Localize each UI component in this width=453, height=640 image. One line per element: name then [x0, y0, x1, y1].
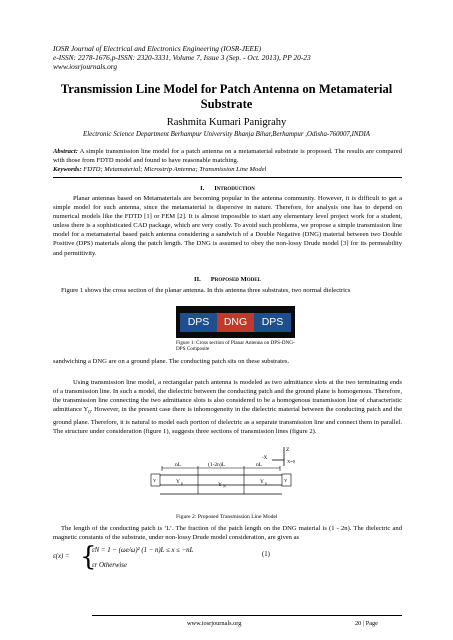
paragraph-text: Planar antennas based on Metamaterials are becoming popular in the antenna community. However, it is difficult to get a simple model for such antenna, since the metamaterial is dispersive in nature. Therefore, for analysis one has to depend on numerical models like the FDTD [1] or FEM [2]. It is almost impossible to start any elementary level project work for a student, unless there is a sophisticated CAD package, which are very costly. To avoid such problems, we propose a simple transmission line model for a metamaterial based patch antenna considering a sandwich of a Double Negative (DNG) material between two Double Positive (DPS) materials along the patch length. The DNG is assumed to obey the non-lossy Drude model [3] for its permeability and permittivity.	[53, 195, 402, 257]
dps-substrate-left: DPS	[180, 313, 217, 332]
page-number: 20 | Page	[355, 620, 378, 627]
admittance-label: Y	[176, 479, 180, 485]
paragraph-text: Figure 1 shows the cross section of the planar antenna. In this antenna three substrates, two normal dielectrics	[61, 287, 351, 294]
author-name: Rashmita Kumari Panigrahy	[166, 117, 287, 128]
segment-label: nL	[175, 462, 182, 468]
abstract-divider	[53, 177, 402, 178]
figure-1-cross-section	[176, 306, 295, 338]
section-heading-introduction	[53, 185, 402, 192]
admittance-label: Y	[218, 482, 222, 488]
slot-label: Y	[153, 478, 157, 483]
model-paragraph-1	[53, 286, 402, 295]
dps-substrate-right: DPS	[254, 313, 291, 332]
paragraph-text: The length of the conducting patch is ‘L’. The fraction of the patch length on the DNG material is (1 - 2n). The dielectric and magnetic constants of the substrate, under non-lossy Drude model consideration, are given as	[53, 525, 402, 542]
journal-name: IOSR Journal of Electrical and Electronics Engineering (IOSR-JEEE)	[53, 44, 262, 53]
dng-substrate: DNG	[217, 313, 254, 332]
admittance-label: Y	[260, 479, 264, 485]
x-axis-label: -X	[262, 456, 268, 461]
author-affiliation: Electronic Science Department Berhampur University Bhanja Bihar,Berhampur ,Odisha-760007,INDIA	[83, 131, 370, 138]
equation-brace: {	[80, 542, 97, 572]
figure-2-transmission-line-diagram	[148, 444, 308, 510]
equation-lhs: ε(x) =	[53, 553, 70, 560]
abstract-text: A simple transmission line model for a patch antenna on a metamaterial substrate is proposed. The results are compared with those from FDTD model and found to have reasonable matching.	[53, 148, 402, 165]
model-paragraph-3: Using transmission line model, a rectangular patch antenna is modeled as two admittance slots at the two terminating ends of a transmission line. In such a model, the dielectric between the conducting patch and the ground plane is homogenous. Therefore, the transmission line connecting the two admittance slots is also considered to be a homogenous transmission line of characteristic admittance $Y_0$. However, in the present case there is inhomogeneity in the dielectric material between the conducting patch and the ground plane. Therefore, it is natural to model each portion of dielectric as a separate transmission line and connect them in parallel. The structure under consideration (figure 1), suggests three sections of transmission lines (figure 2).	[53, 379, 403, 435]
section-number: II.	[194, 276, 201, 283]
abstract	[53, 147, 402, 174]
svg-text:p: p	[265, 481, 267, 486]
introduction-paragraph	[53, 194, 402, 258]
keywords-label: Keywords:	[53, 166, 82, 174]
figure-2-caption: Figure 2: Proposed Transmission Line Model	[176, 514, 278, 520]
journal-website[interactable]: www.iosrjournals.org	[53, 62, 118, 71]
keywords-text: FDTD; Metamaterial; Microstrip Antenna; Transmission Line Model	[81, 166, 267, 174]
equation-line-1: εN = 1 − (ωe/ω)² (1 − n)L ≤ x ≤ −nL	[92, 547, 194, 554]
model-paragraph-2	[53, 357, 402, 366]
abstract-label: Abstract:	[53, 148, 78, 155]
issn-line: e-ISSN: 2278-1676,p-ISSN: 2320-3331, Volume 7, Issue 3 (Sep. - Oct. 2013), PP 20-23	[53, 53, 311, 62]
section-title: Introduction	[214, 185, 255, 192]
section-number: I.	[200, 185, 205, 192]
z-axis-label: Z	[286, 447, 290, 453]
section-heading-proposed-model	[53, 276, 402, 283]
figure-1-caption: Figure 1: Cross section of Planar Antenna on DPS-DNG-DPS Composite	[176, 340, 295, 353]
section-title: Proposed Model	[210, 276, 261, 283]
equation-number: (1)	[262, 551, 270, 558]
equation-line-2: εr Otherwise	[92, 562, 127, 569]
footer-website[interactable]: www.iosrjournals.org	[187, 620, 242, 627]
x-origin-label: X=0	[287, 459, 296, 464]
paper-title: Transmission Line Model for Patch Antenna on Metamaterial Substrate	[60, 82, 393, 111]
paragraph-text: sandwiching a DNG are on a ground plane. The conducting patch sits on these substrates.	[53, 358, 290, 365]
model-paragraph-4	[53, 524, 402, 542]
footer-divider	[92, 615, 402, 616]
segment-label: (1-2n)L	[208, 462, 226, 468]
svg-text:N: N	[223, 484, 226, 489]
slot-label: Y	[284, 478, 288, 483]
segment-label: nL	[256, 462, 263, 468]
svg-text:p: p	[181, 481, 183, 486]
